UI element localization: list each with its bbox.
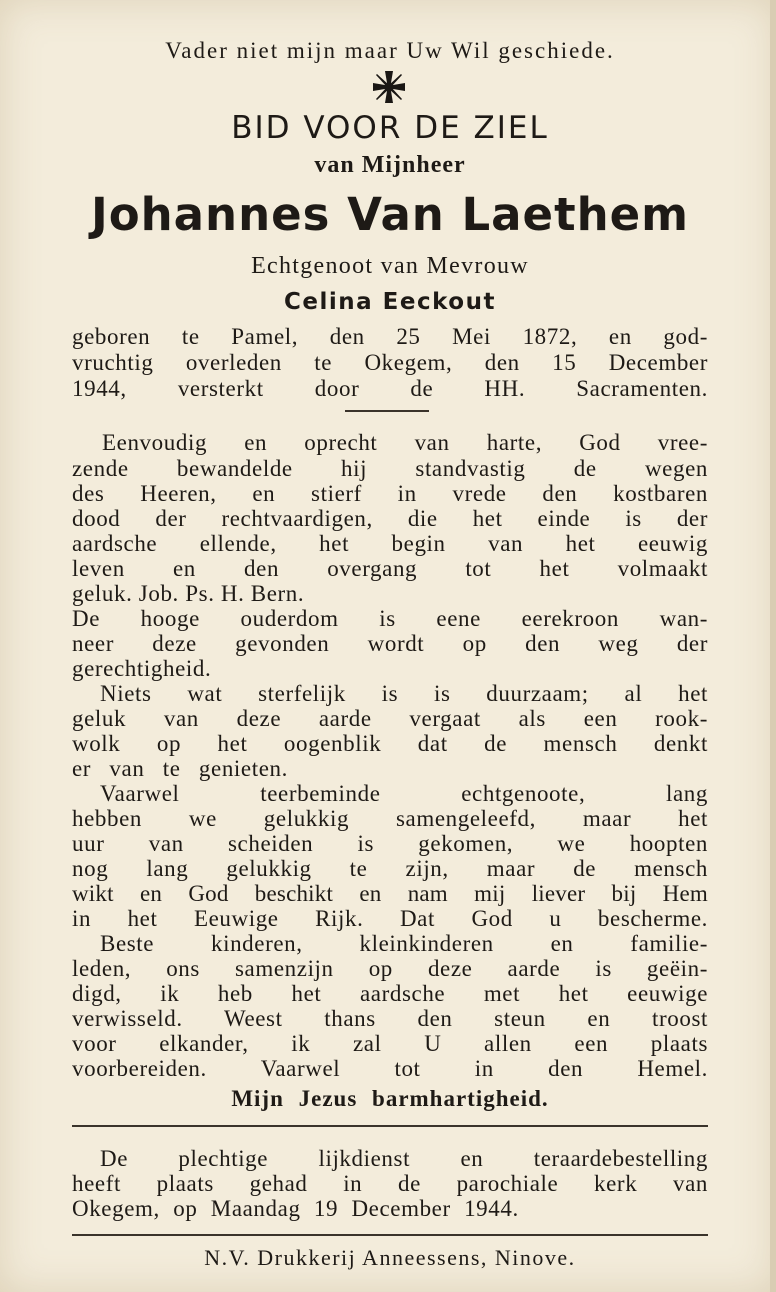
body-line: digd, ik heb het aardsche met het eeuwige [72, 981, 708, 1006]
body-line: Niets wat sterfelijk is is duurzaam; al het [100, 681, 708, 706]
body-line: uur van scheiden is gekomen, we hoopten [72, 831, 708, 856]
body-line: zende bewandelde hij standvastig de wegen [72, 456, 708, 481]
body-line: De hooge ouderdom is eene eerekroon wan- [72, 606, 708, 631]
body-line: aardsche ellende, het begin van het eeuwig [72, 531, 708, 556]
body-line: Beste kinderen, kleinkinderen en familie- [100, 931, 708, 956]
funeral-notice-line: De plechtige lijkdienst en teraardebestelling [100, 1146, 708, 1171]
body-line-text: geluk. Job. Ps. H. Bern. [72, 581, 305, 606]
body-line: neer deze gevonden wordt op den weg der [72, 631, 708, 656]
body-line: leden, ons samenzijn op deze aarde is geëin- [72, 956, 708, 981]
body-line: in het Eeuwige Rijk. Dat God u bescherme. [72, 906, 708, 931]
body-line: Eenvoudig en oprecht van harte, God vree- [102, 430, 708, 455]
body-line: nog lang gelukkig te zijn, maar de mensch [72, 856, 708, 881]
closing-prayer: Mijn Jezus barmhartigheid. [231, 1086, 549, 1111]
body-line: er van te genieten. [72, 756, 288, 781]
funeral-notice-line: Okegem, op Maandag 19 December 1944. [72, 1196, 519, 1221]
cross-icon [372, 70, 406, 104]
spouse-intro: Echtgenoot van Mevrouw [251, 253, 529, 279]
body-line: Vaarwel teerbeminde echtgenoote, lang [100, 781, 708, 806]
funeral-notice-line: heeft plaats gehad in de parochiale kerk van [72, 1171, 708, 1196]
honorific: van Mijnheer [314, 152, 466, 178]
biography-line: vruchtig overleden te Okegem, den 15 December [72, 350, 708, 375]
body-line: verwisseld. Weest thans den steun en troost [72, 1006, 708, 1031]
body-line: wikt en God beschikt en nam mij liever bij Hem [72, 881, 708, 906]
body-line: voor elkander, ik zal U allen een plaats [72, 1031, 708, 1056]
body-line: geluk van deze aarde vergaat als een rook- [72, 706, 708, 731]
printer: N.V. Drukkerij Anneessens, Ninove. [204, 1245, 576, 1270]
body-line: voorbereiden. Vaarwel tot in den Hemel. [72, 1056, 708, 1081]
body-line: wolk op het oogenblik dat de mensch denkt [72, 731, 708, 756]
spouse-name: Celina Eeckout [284, 289, 496, 315]
card-edge [770, 0, 776, 1292]
divider [72, 1234, 708, 1236]
biography-line: 1944, versterkt door de HH. Sacramenten. [72, 376, 708, 401]
biography-line: geboren te Pamel, den 25 Mei 1872, en god- [72, 324, 708, 349]
body-line: dood der rechtvaardigen, die het einde is der [72, 506, 708, 531]
motto: Vader niet mijn maar Uw Wil geschiede. [165, 38, 615, 63]
heading: BID VOOR DE ZIEL [231, 110, 549, 146]
body-line [72, 581, 708, 606]
body-line: des Heeren, en stierf in vrede den kostbaren [72, 481, 708, 506]
body-line: hebben we gelukkig samengeleefd, maar het [72, 806, 708, 831]
body-line: leven en den overgang tot het volmaakt [72, 556, 708, 581]
divider [72, 1125, 708, 1127]
deceased-name: Johannes Van Laethem [90, 188, 690, 241]
body-line: gerechtigheid. [72, 656, 212, 681]
divider [345, 410, 429, 412]
